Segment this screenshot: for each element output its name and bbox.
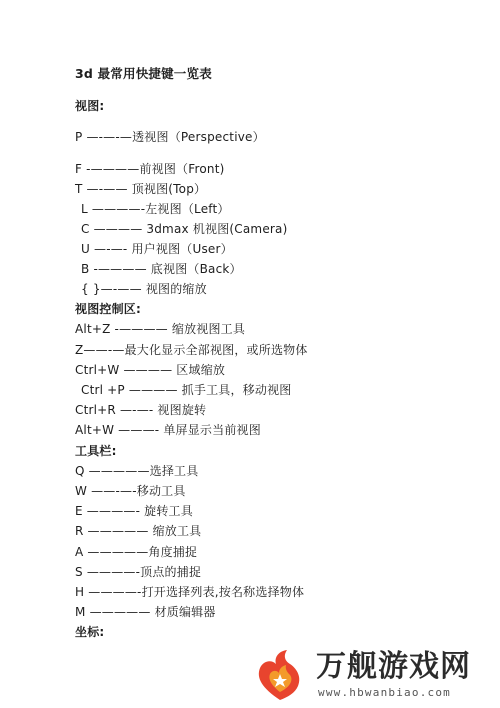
shortcut-item: M ————— 材质编辑器 xyxy=(75,605,216,619)
shortcut-item: E ————- 旋转工具 xyxy=(75,504,193,518)
section-heading-view-control: 视图控制区: xyxy=(75,302,141,316)
shortcut-item: Z——-—最大化显示全部视图，或所选物体 xyxy=(75,343,308,357)
shortcut-item: A —————角度捕捉 xyxy=(75,545,198,559)
section-heading-view: 视图: xyxy=(75,99,105,113)
shortcut-item: { }—-—— 视图的缩放 xyxy=(81,282,207,296)
section-heading-toolbar: 工具栏: xyxy=(75,444,117,458)
shortcut-item: Q —————选择工具 xyxy=(75,464,199,478)
shortcut-item: Ctrl +P ———— 抓手工具，移动视图 xyxy=(81,383,292,397)
shortcut-item: T —-—— 顶视图(Top） xyxy=(75,182,207,196)
shortcut-item: F -————前视图（Front) xyxy=(75,162,225,176)
shortcut-item: P —-—-—透视图（Perspective） xyxy=(75,130,265,144)
shortcut-item: B -———— 底视图（Back） xyxy=(81,262,242,276)
shortcut-item: C ———— 3dmax 机视图(Camera) xyxy=(81,222,288,236)
shortcut-item: Ctrl+R —-—- 视图旋转 xyxy=(75,403,207,417)
shortcut-item: R ————— 缩放工具 xyxy=(75,524,202,538)
shortcut-item: H ————-打开选择列表,按名称选择物体 xyxy=(75,585,305,599)
shortcut-item: Ctrl+W ———— 区域缩放 xyxy=(75,363,226,377)
shortcut-item: Alt+W ———- 单屏显示当前视图 xyxy=(75,423,261,437)
document-title: 3d 最常用快捷键一览表 xyxy=(75,66,212,81)
watermark-site-name: 万舰游戏网 xyxy=(316,649,471,684)
flame-heart-logo-icon xyxy=(252,648,308,704)
watermark-url: www.hbwanbiao.com xyxy=(318,686,451,699)
shortcut-item: W ——-—-移动工具 xyxy=(75,484,186,498)
shortcut-item: S ————-顶点的捕捉 xyxy=(75,565,202,579)
section-heading-coordinates: 坐标: xyxy=(75,625,105,639)
shortcut-item: L ————-左视图（Left） xyxy=(81,202,230,216)
site-watermark xyxy=(244,646,500,708)
shortcut-item: Alt+Z -———— 缩放视图工具 xyxy=(75,322,246,336)
shortcut-item: U —-—- 用户视图（User） xyxy=(81,242,233,256)
